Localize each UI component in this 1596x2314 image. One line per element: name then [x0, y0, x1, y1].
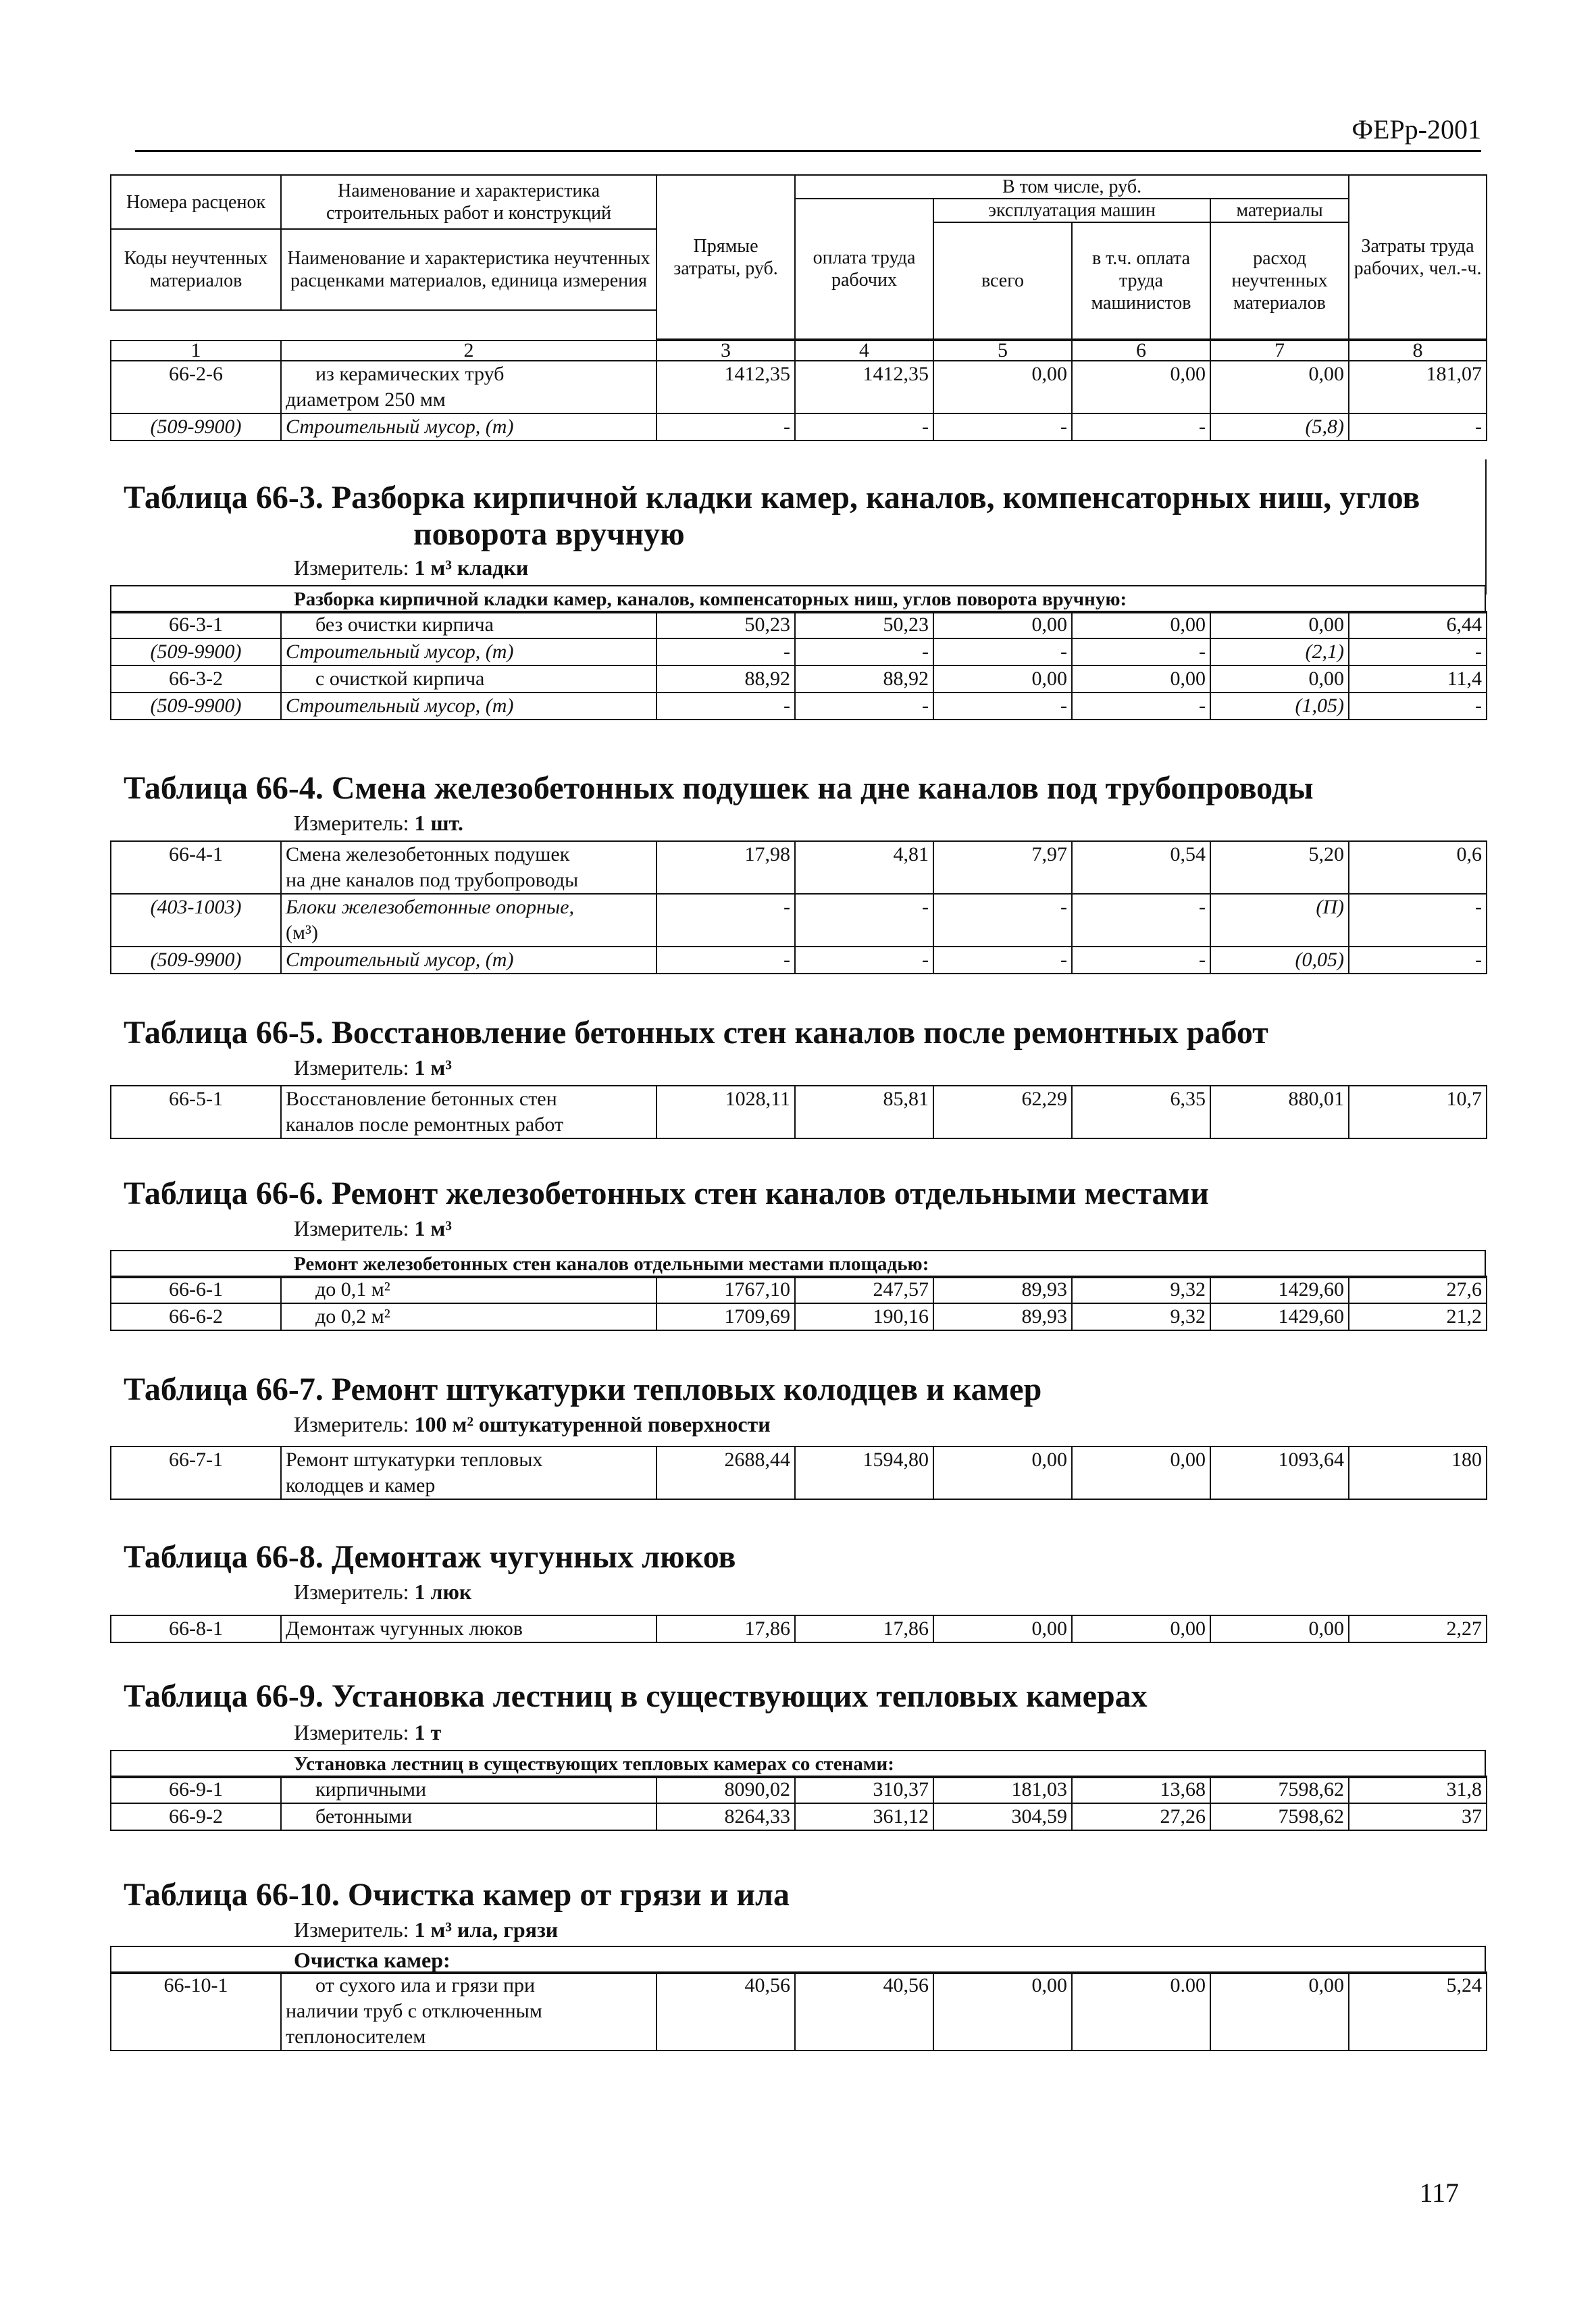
value-cell: -: [1072, 413, 1210, 441]
value-cell: 361,12: [795, 1803, 933, 1830]
value-cell: 11,4: [1349, 665, 1487, 693]
measure-label: Измеритель:: [294, 1580, 409, 1604]
header-machines-total: всего: [933, 222, 1072, 339]
table-row: [111, 1447, 1487, 1473]
table-row: [111, 867, 1487, 894]
table-66-9-rows: [110, 1776, 1487, 1831]
value-cell: 40,56: [657, 1972, 795, 1998]
value-cell: -: [657, 894, 795, 920]
value-cell: [1210, 2024, 1349, 2051]
value-cell: [795, 387, 933, 413]
value-cell: 5,24: [1349, 1972, 1487, 1998]
value-cell: [1072, 1998, 1210, 2024]
measure-value: 100 м² оштукатуренной поверхности: [414, 1412, 771, 1436]
value-cell: 1429,60: [1210, 1303, 1349, 1330]
value-cell: -: [795, 638, 933, 665]
frame-line: [1485, 459, 1487, 595]
group-heading: Очистка камер:: [111, 1946, 1485, 1973]
value-cell: [657, 2024, 795, 2051]
table-66-9-measure: [294, 1720, 441, 1745]
value-cell: [933, 920, 1072, 947]
table-66-10-group-row: [110, 1946, 1486, 1974]
table-66-4-rows: [110, 840, 1487, 974]
table-66-3-title: Таблица 66-3. Разборка кирпичной кладки камер, каналов, компенсаторных ниш, углов: [124, 480, 1420, 515]
work-name: с очисткой кирпича: [281, 665, 657, 693]
work-name: до 0,1 м²: [281, 1276, 657, 1303]
work-name: Строительный мусор, (т): [281, 413, 657, 441]
measure-value: 1 люк: [414, 1580, 472, 1604]
value-cell: [1210, 1998, 1349, 2024]
value-cell: [795, 867, 933, 894]
column-number: 4: [795, 341, 933, 361]
rate-code: (509-9900): [111, 947, 281, 974]
measure-value: 1 м³ ила, грязи: [414, 1917, 559, 1942]
value-cell: [933, 867, 1072, 894]
value-cell: [1072, 920, 1210, 947]
value-cell: 0,00: [933, 1615, 1072, 1642]
rate-code: (509-9900): [111, 638, 281, 665]
value-cell: 0,00: [1072, 1615, 1210, 1642]
measure-label: Измеритель:: [294, 1917, 409, 1942]
work-name: (м³): [281, 920, 657, 947]
work-name: до 0,2 м²: [281, 1303, 657, 1330]
work-name: на дне каналов под трубопроводы: [281, 867, 657, 894]
value-cell: [933, 1112, 1072, 1138]
value-cell: 181,07: [1349, 361, 1487, 387]
value-cell: (П): [1210, 894, 1349, 920]
column-number: 8: [1349, 341, 1487, 361]
value-cell: 0,00: [1072, 665, 1210, 693]
work-name: Ремонт штукатурки тепловых: [281, 1447, 657, 1473]
work-name: Демонтаж чугунных люков: [281, 1615, 657, 1642]
rate-code: 66-3-1: [111, 611, 281, 638]
value-cell: 17,98: [657, 841, 795, 867]
measure-value: 1 т: [414, 1720, 442, 1744]
value-cell: -: [657, 693, 795, 720]
rate-code: 66-2-6: [111, 361, 281, 387]
value-cell: [657, 1998, 795, 2024]
header-labor-costs: Затраты труда рабочих, чел.-ч.: [1349, 175, 1487, 339]
measure-label: Измеритель:: [294, 1055, 409, 1080]
value-cell: -: [1349, 894, 1487, 920]
value-cell: -: [1349, 693, 1487, 720]
value-cell: -: [1072, 947, 1210, 974]
header-material-codes: Коды неучтенных материалов: [111, 229, 281, 310]
value-cell: [657, 387, 795, 413]
value-cell: [933, 2024, 1072, 2051]
value-cell: -: [1072, 693, 1210, 720]
header-machines: эксплуатация машин: [933, 199, 1210, 222]
value-cell: [1072, 2024, 1210, 2051]
table-66-10-measure: [294, 1917, 558, 1942]
table-66-5-measure: [294, 1055, 452, 1080]
value-cell: 0,00: [933, 665, 1072, 693]
table-row: [111, 1276, 1487, 1303]
work-name: наличии труб с отключенным: [281, 1998, 657, 2024]
rate-code: [111, 387, 281, 413]
value-cell: 1028,11: [657, 1086, 795, 1112]
table-66-10-title: Таблица 66-10. Очистка камер от грязи и ила: [124, 1877, 790, 1913]
table-row: [111, 2024, 1487, 2051]
value-cell: -: [1349, 947, 1487, 974]
value-cell: 27,6: [1349, 1276, 1487, 1303]
value-cell: [795, 2024, 933, 2051]
column-numbers-row: [110, 340, 1487, 361]
value-cell: 0,00: [933, 1447, 1072, 1473]
table-row: [111, 638, 1487, 665]
value-cell: 0,00: [1210, 1615, 1349, 1642]
work-name: кирпичными: [281, 1776, 657, 1803]
value-cell: [1210, 1112, 1349, 1138]
table-row: [111, 1473, 1487, 1499]
table-row: [111, 1615, 1487, 1642]
value-cell: 0,00: [1210, 361, 1349, 387]
value-cell: 4,81: [795, 841, 933, 867]
value-cell: [1349, 920, 1487, 947]
rate-code: 66-9-1: [111, 1776, 281, 1803]
work-name: Строительный мусор, (т): [281, 947, 657, 974]
rate-code: 66-6-2: [111, 1303, 281, 1330]
header-labor-pay: оплата труда рабочих: [795, 199, 933, 339]
value-cell: -: [1349, 638, 1487, 665]
value-cell: [1349, 1473, 1487, 1499]
value-cell: 6,35: [1072, 1086, 1210, 1112]
measure-label: Измеритель:: [294, 1216, 409, 1240]
value-cell: -: [933, 947, 1072, 974]
work-name: Восстановление бетонных стен: [281, 1086, 657, 1112]
value-cell: [657, 1112, 795, 1138]
column-number: 2: [281, 341, 657, 361]
group-heading: Ремонт железобетонных стен каналов отдельными местами площадью:: [111, 1251, 1485, 1278]
measure-label: Измеритель:: [294, 555, 409, 580]
rate-code: 66-6-1: [111, 1276, 281, 1303]
value-cell: [933, 387, 1072, 413]
value-cell: [657, 920, 795, 947]
rate-code: 66-9-2: [111, 1803, 281, 1830]
value-cell: 13,68: [1072, 1776, 1210, 1803]
table-66-7-measure: [294, 1412, 771, 1437]
value-cell: 0.00: [1072, 1972, 1210, 1998]
header-machines-labor: в т.ч. оплата труда машинистов: [1072, 222, 1210, 339]
value-cell: 17,86: [795, 1615, 933, 1642]
value-cell: -: [933, 894, 1072, 920]
value-cell: (0,05): [1210, 947, 1349, 974]
value-cell: 8264,33: [657, 1803, 795, 1830]
value-cell: -: [1072, 894, 1210, 920]
value-cell: 40,56: [795, 1972, 933, 1998]
value-cell: 0,00: [1210, 1972, 1349, 1998]
value-cell: 88,92: [657, 665, 795, 693]
column-header-table: [110, 174, 1487, 340]
header-material-names: Наименование и характеристика неучтенных расценками материалов, единица измерения: [281, 229, 657, 310]
table-row: [111, 841, 1487, 867]
value-cell: [1072, 1473, 1210, 1499]
value-cell: [657, 867, 795, 894]
column-number: 3: [657, 341, 795, 361]
rate-code: [111, 1473, 281, 1499]
value-cell: 5,20: [1210, 841, 1349, 867]
work-name: теплоносителем: [281, 2024, 657, 2051]
work-name: бетонными: [281, 1803, 657, 1830]
value-cell: 190,16: [795, 1303, 933, 1330]
group-heading: Установка лестниц в существующих тепловых камерах со стенами:: [111, 1751, 1485, 1778]
value-cell: 31,8: [1349, 1776, 1487, 1803]
value-cell: -: [795, 693, 933, 720]
table-66-7-title: Таблица 66-7. Ремонт штукатурки тепловых колодцев и камер: [124, 1372, 1042, 1407]
value-cell: 88,92: [795, 665, 933, 693]
value-cell: 0,00: [933, 361, 1072, 387]
value-cell: 1767,10: [657, 1276, 795, 1303]
table-66-4-measure: [294, 811, 463, 836]
value-cell: 27,26: [1072, 1803, 1210, 1830]
value-cell: 2,27: [1349, 1615, 1487, 1642]
value-cell: 10,7: [1349, 1086, 1487, 1112]
value-cell: 0,00: [1072, 361, 1210, 387]
value-cell: 880,01: [1210, 1086, 1349, 1112]
value-cell: [1349, 2024, 1487, 2051]
value-cell: 181,03: [933, 1776, 1072, 1803]
measure-label: Измеритель:: [294, 811, 409, 835]
value-cell: 7598,62: [1210, 1803, 1349, 1830]
column-number: 5: [933, 341, 1072, 361]
value-cell: 310,37: [795, 1776, 933, 1803]
table-row: [111, 361, 1487, 387]
value-cell: -: [657, 413, 795, 441]
value-cell: [1072, 867, 1210, 894]
value-cell: (2,1): [1210, 638, 1349, 665]
work-name: Строительный мусор, (т): [281, 693, 657, 720]
value-cell: 9,32: [1072, 1303, 1210, 1330]
value-cell: [1210, 387, 1349, 413]
value-cell: 37: [1349, 1803, 1487, 1830]
table-row: [111, 1972, 1487, 1998]
value-cell: -: [1072, 638, 1210, 665]
value-cell: -: [795, 894, 933, 920]
work-name: без очистки кирпича: [281, 611, 657, 638]
rate-code: [111, 867, 281, 894]
value-cell: -: [795, 947, 933, 974]
work-name: колодцев и камер: [281, 1473, 657, 1499]
table-row: [111, 1776, 1487, 1803]
table-66-6-rows: [110, 1276, 1487, 1331]
table-row: [111, 1112, 1487, 1138]
value-cell: 247,57: [795, 1276, 933, 1303]
table-row: [111, 387, 1487, 413]
table-row: [111, 1998, 1487, 2024]
value-cell: 0,00: [1210, 611, 1349, 638]
value-cell: 9,32: [1072, 1276, 1210, 1303]
value-cell: [933, 1998, 1072, 2024]
value-cell: [1349, 1112, 1487, 1138]
work-name: диаметром 250 мм: [281, 387, 657, 413]
measure-value: 1 шт.: [414, 811, 463, 835]
value-cell: 0,00: [1072, 1447, 1210, 1473]
work-name: из керамических труб: [281, 361, 657, 387]
table-66-4-title: Таблица 66-4. Смена железобетонных подушек на дне каналов под трубопроводы: [124, 770, 1314, 806]
value-cell: 7,97: [933, 841, 1072, 867]
measure-label: Измеритель:: [294, 1720, 409, 1744]
value-cell: 1093,64: [1210, 1447, 1349, 1473]
table-66-10-rows: [110, 1971, 1487, 2051]
rate-code: 66-8-1: [111, 1615, 281, 1642]
value-cell: [795, 1112, 933, 1138]
value-cell: [1072, 387, 1210, 413]
value-cell: 21,2: [1349, 1303, 1487, 1330]
table-row: [111, 665, 1487, 693]
value-cell: 50,23: [795, 611, 933, 638]
table-row: [111, 1803, 1487, 1830]
column-number: 1: [111, 341, 281, 361]
value-cell: 17,86: [657, 1615, 795, 1642]
value-cell: 0,00: [933, 1972, 1072, 1998]
value-cell: -: [657, 947, 795, 974]
table-row: [111, 1303, 1487, 1330]
table-66-6-group-row: [110, 1250, 1486, 1278]
table-66-9-title: Таблица 66-9. Установка лестниц в существующих тепловых камерах: [124, 1678, 1148, 1714]
table-66-8-title: Таблица 66-8. Демонтаж чугунных люков: [124, 1539, 736, 1575]
header-direct-costs: Прямые затраты, руб.: [657, 175, 795, 339]
rate-code: 66-10-1: [111, 1972, 281, 1998]
header-work-name: Наименование и характеристика строительных работ и конструкций: [281, 175, 657, 229]
table-66-9-group-row: [110, 1750, 1486, 1778]
value-cell: [1349, 867, 1487, 894]
value-cell: 0,6: [1349, 841, 1487, 867]
value-cell: 1594,80: [795, 1447, 933, 1473]
value-cell: 89,93: [933, 1276, 1072, 1303]
value-cell: [1349, 1998, 1487, 2024]
measure-value: 1 м³ кладки: [414, 555, 529, 580]
value-cell: 62,29: [933, 1086, 1072, 1112]
value-cell: 7598,62: [1210, 1776, 1349, 1803]
header-materials: материалы: [1210, 199, 1349, 222]
header-including: В том числе, руб.: [795, 175, 1349, 199]
rate-code: 66-3-2: [111, 665, 281, 693]
work-name: от сухого ила и грязи при: [281, 1972, 657, 1998]
value-cell: 0,00: [1072, 611, 1210, 638]
header-materials-sub: расход неучтенных материалов: [1210, 222, 1349, 339]
value-cell: [1349, 387, 1487, 413]
column-number: 6: [1072, 341, 1210, 361]
table-66-8-rows: [110, 1615, 1487, 1643]
value-cell: -: [1349, 413, 1487, 441]
value-cell: 6,44: [1349, 611, 1487, 638]
value-cell: 304,59: [933, 1803, 1072, 1830]
value-cell: (1,05): [1210, 693, 1349, 720]
rate-code: [111, 1112, 281, 1138]
value-cell: -: [933, 413, 1072, 441]
page-number: 117: [1419, 2178, 1459, 2208]
table-66-3-measure: [294, 555, 528, 580]
rate-code: 66-4-1: [111, 841, 281, 867]
value-cell: 0,00: [933, 611, 1072, 638]
table-66-3-rows: [110, 611, 1487, 720]
rate-code: (509-9900): [111, 693, 281, 720]
value-cell: [933, 1473, 1072, 1499]
work-name: каналов после ремонтных работ: [281, 1112, 657, 1138]
work-name: Смена железобетонных подушек: [281, 841, 657, 867]
table-66-6-title: Таблица 66-6. Ремонт железобетонных стен каналов отдельными местами: [124, 1176, 1209, 1211]
value-cell: [1210, 920, 1349, 947]
table-row: [111, 947, 1487, 974]
value-cell: 8090,02: [657, 1776, 795, 1803]
value-cell: [657, 1473, 795, 1499]
value-cell: [795, 1473, 933, 1499]
group-heading: Разборка кирпичной кладки камер, каналов, компенсаторных ниш, углов поворота вручную:: [111, 586, 1485, 613]
value-cell: 0,00: [1210, 665, 1349, 693]
value-cell: [1210, 867, 1349, 894]
table-66-7-rows: [110, 1446, 1487, 1500]
header-rate-number: Номера расценок: [111, 175, 281, 229]
table-row: [111, 693, 1487, 720]
table-66-5-title: Таблица 66-5. Восстановление бетонных стен каналов после ремонтных работ: [124, 1015, 1268, 1051]
document-code: ФЕРр-2001: [1352, 114, 1481, 145]
table-row: [111, 413, 1487, 441]
value-cell: 1429,60: [1210, 1276, 1349, 1303]
rate-code: [111, 1998, 281, 2024]
table-66-5-rows: [110, 1085, 1487, 1139]
table-row: [111, 894, 1487, 920]
value-cell: 1412,35: [795, 361, 933, 387]
value-cell: 89,93: [933, 1303, 1072, 1330]
value-cell: -: [657, 638, 795, 665]
value-cell: -: [795, 413, 933, 441]
value-cell: (5,8): [1210, 413, 1349, 441]
value-cell: 50,23: [657, 611, 795, 638]
rate-code: 66-5-1: [111, 1086, 281, 1112]
value-cell: 0,54: [1072, 841, 1210, 867]
measure-value: 1 м³: [414, 1055, 452, 1080]
value-cell: 1412,35: [657, 361, 795, 387]
work-name: Строительный мусор, (т): [281, 638, 657, 665]
value-cell: 2688,44: [657, 1447, 795, 1473]
rate-code: (509-9900): [111, 413, 281, 441]
rate-code: (403-1003): [111, 894, 281, 920]
value-cell: [795, 1998, 933, 2024]
value-cell: [1072, 1112, 1210, 1138]
table-66-8-measure: [294, 1580, 471, 1605]
value-cell: -: [933, 693, 1072, 720]
work-name: Блоки железобетонные опорные,: [281, 894, 657, 920]
value-cell: 180: [1349, 1447, 1487, 1473]
table-66-3-title-continued: поворота вручную: [413, 516, 685, 552]
header-rule: [135, 150, 1481, 152]
value-cell: [795, 920, 933, 947]
table-row: [111, 920, 1487, 947]
column-number: 7: [1210, 341, 1349, 361]
value-cell: 85,81: [795, 1086, 933, 1112]
table-66-2-rows: [110, 360, 1487, 441]
rate-code: [111, 2024, 281, 2051]
rate-code: [111, 920, 281, 947]
table-66-3-group-row: [110, 585, 1486, 613]
rate-code: 66-7-1: [111, 1447, 281, 1473]
measure-label: Измеритель:: [294, 1412, 409, 1436]
value-cell: -: [933, 638, 1072, 665]
table-row: [111, 1086, 1487, 1112]
value-cell: [1210, 1473, 1349, 1499]
table-66-6-measure: [294, 1216, 452, 1241]
measure-value: 1 м³: [414, 1216, 452, 1240]
value-cell: 1709,69: [657, 1303, 795, 1330]
table-row: [111, 611, 1487, 638]
